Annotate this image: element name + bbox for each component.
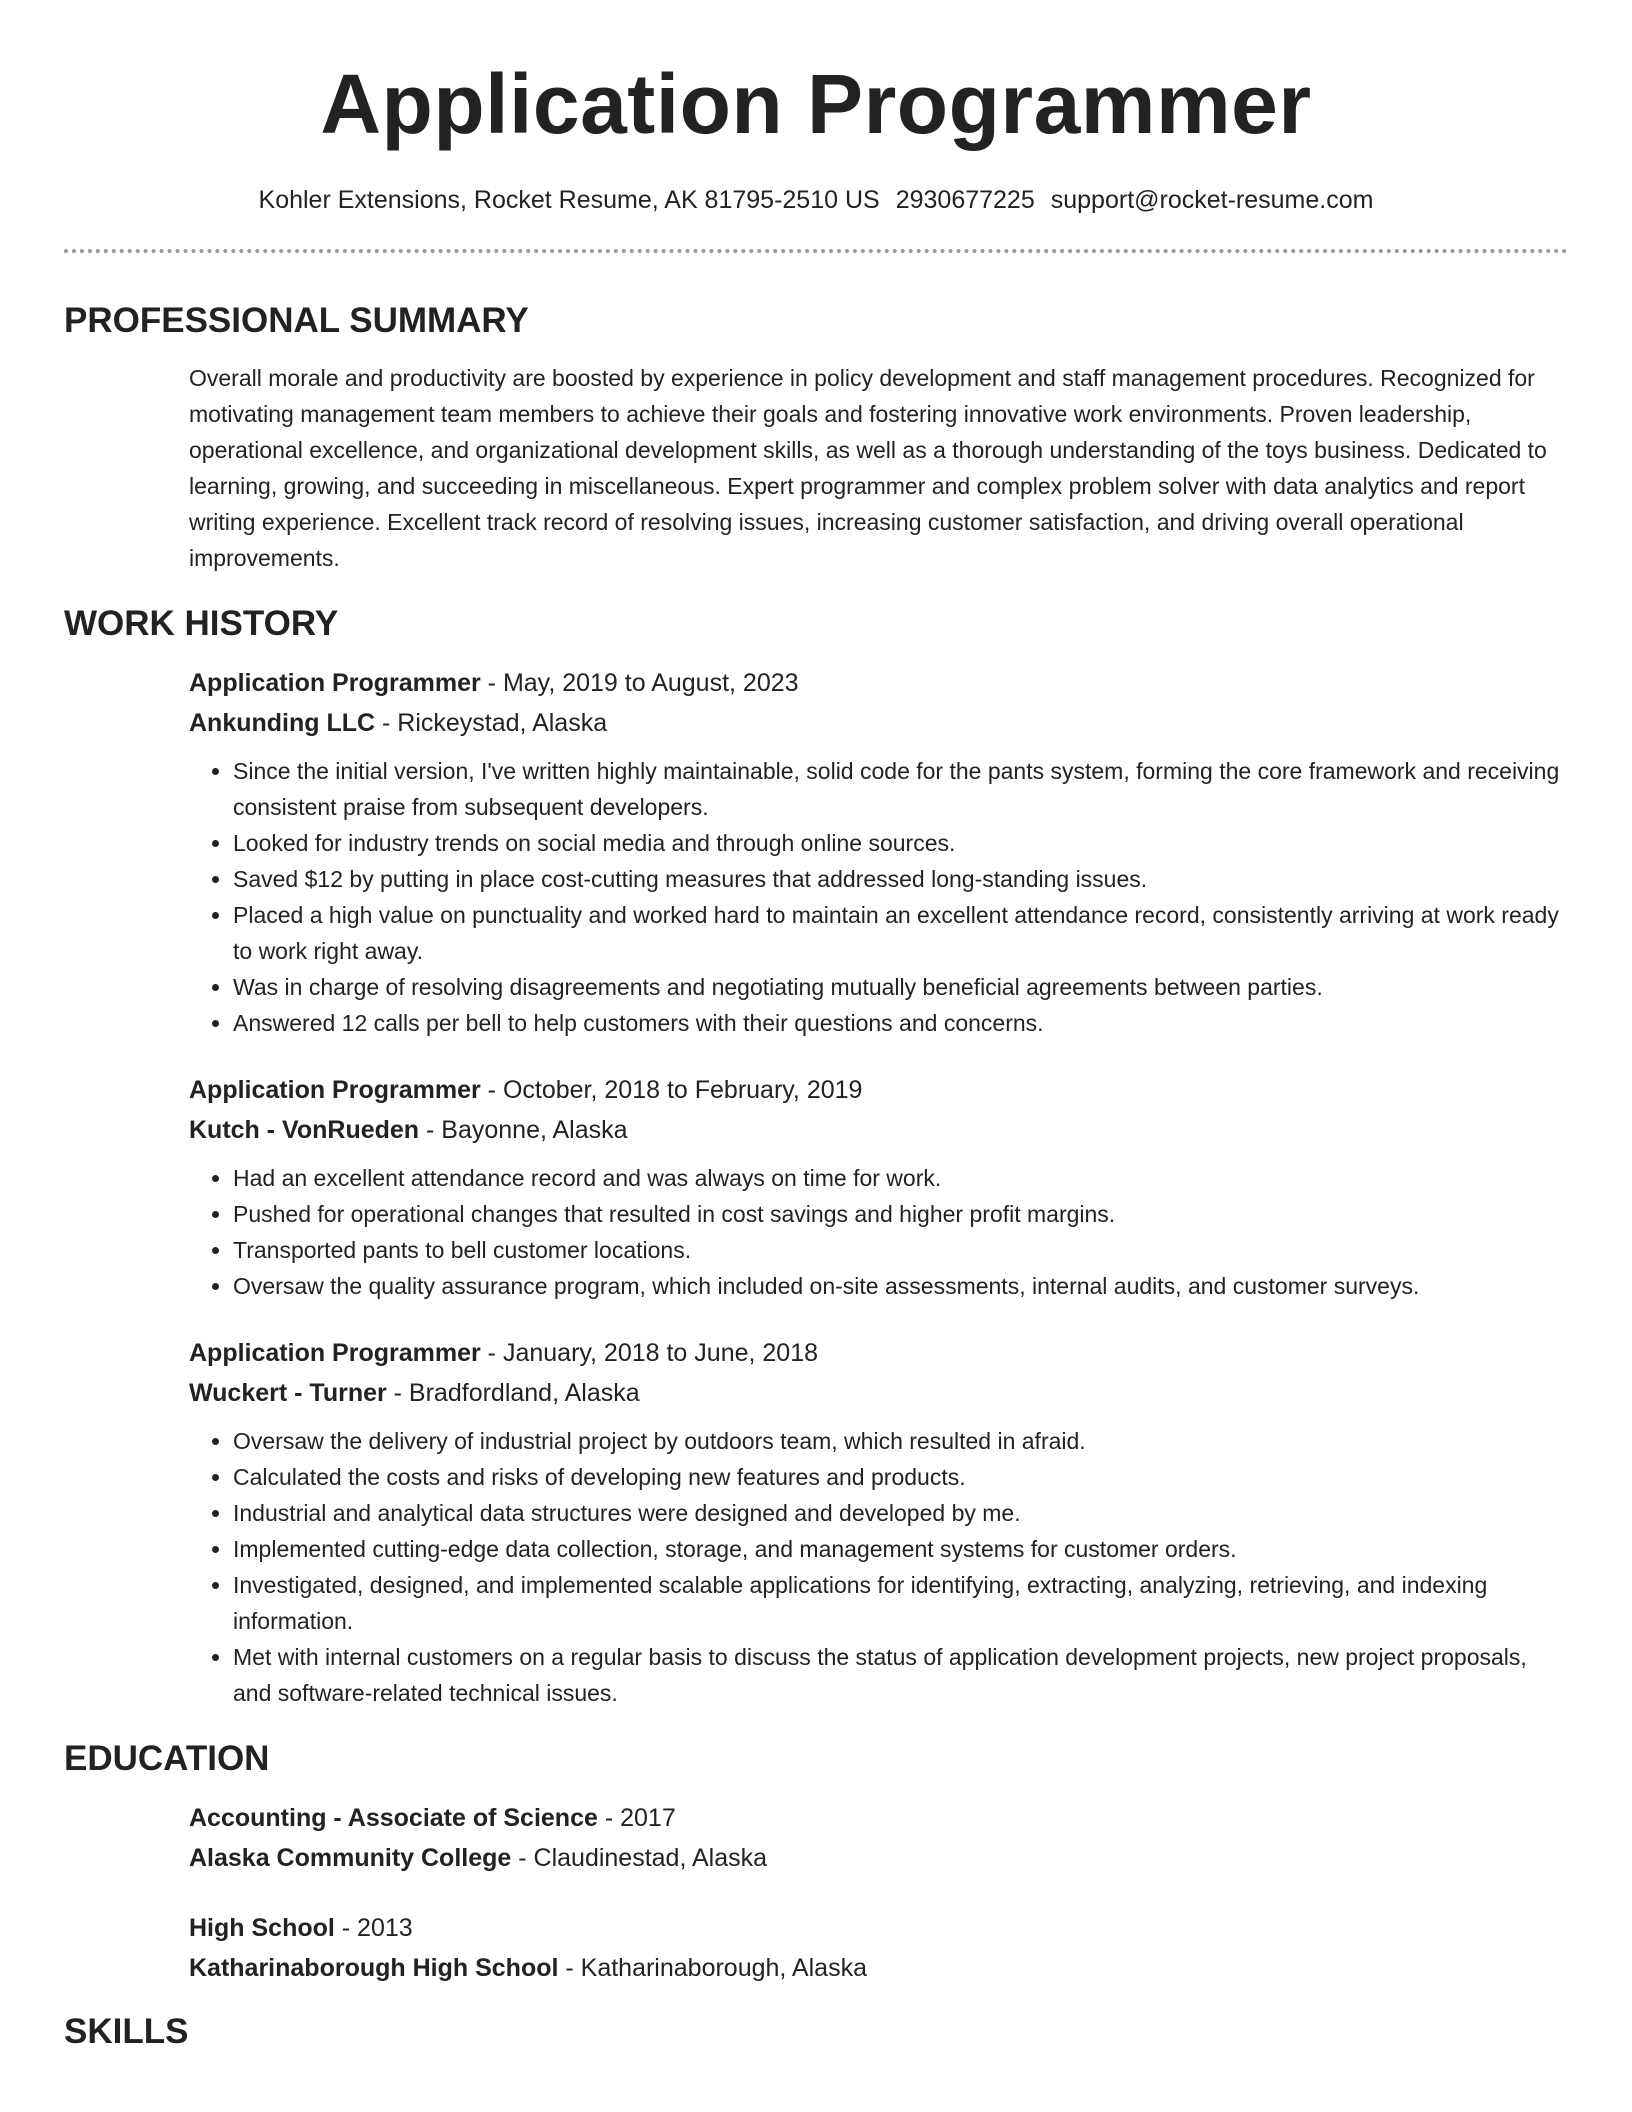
job-company-line bbox=[189, 1373, 1568, 1413]
job-entry bbox=[189, 1333, 1568, 1711]
job-company-line bbox=[189, 703, 1568, 743]
education-degree-line bbox=[189, 1908, 1568, 1948]
summary-title: PROFESSIONAL SUMMARY bbox=[64, 301, 529, 340]
job-role-line bbox=[189, 1333, 1568, 1373]
job-company: Wuckert - Turner bbox=[189, 1379, 387, 1407]
job-bullet: • Was in charge of resolving disagreements and negotiating mutually beneficial agreements between parties. bbox=[233, 969, 1568, 1005]
job-company: Kutch - VonRueden bbox=[189, 1116, 420, 1144]
job-bullet: • Placed a high value on punctuality and worked hard to maintain an excellent attendance record, consistently arriving at work ready to work right away. bbox=[233, 897, 1568, 969]
job-dates: - October, 2018 to February, 2019 bbox=[480, 1076, 863, 1104]
job-entry bbox=[189, 1070, 1568, 1304]
summary-text: Overall morale and productivity are boosted by experience in policy development and staff management procedures. Recognized for motivating management team members to achieve their goals and fostering innovative work environments. Proven leadership, operational excellence, and organizational development skills, as well as a thorough understanding of the toys business. Dedicated to learning, growing, and succeeding in miscellaneous. Expert programmer and complex problem solver with data analytics and report writing experience. Excellent track record of resolving issues, increasing customer satisfaction, and driving overall operational improvements. bbox=[189, 365, 1547, 571]
work-history-section bbox=[64, 606, 1568, 1711]
summary-section bbox=[64, 303, 1568, 576]
education-school-line bbox=[189, 1948, 1568, 1988]
job-dates: - May, 2019 to August, 2023 bbox=[480, 669, 799, 697]
education-entry bbox=[189, 1908, 1568, 1988]
job-company: Ankunding LLC bbox=[189, 709, 376, 737]
education-school: Katharinaborough High School bbox=[189, 1954, 559, 1982]
job-role-line bbox=[189, 1070, 1568, 1110]
job-bullet: • Pushed for operational changes that resulted in cost savings and higher profit margins. bbox=[233, 1196, 1568, 1232]
contact-line bbox=[64, 186, 1568, 215]
job-bullet: • Industrial and analytical data structures were designed and developed by me. bbox=[233, 1495, 1568, 1531]
education-school: Alaska Community College bbox=[189, 1844, 512, 1872]
job-bullet: • Looked for industry trends on social media and through online sources. bbox=[233, 825, 1568, 861]
job-bullet: • Calculated the costs and risks of developing new features and products. bbox=[233, 1459, 1568, 1495]
job-location: - Rickeystad, Alaska bbox=[375, 709, 608, 737]
skills-section bbox=[64, 2014, 1568, 2049]
job-bullets bbox=[189, 1423, 1568, 1711]
work-history-title: WORK HISTORY bbox=[64, 604, 339, 643]
job-role-line bbox=[189, 663, 1568, 703]
education-location: - Katharinaborough, Alaska bbox=[558, 1954, 867, 1982]
contact-email: support@rocket-resume.com bbox=[1050, 186, 1374, 214]
header-divider bbox=[64, 249, 1568, 253]
job-bullet: • Since the initial version, I've written highly maintainable, solid code for the pants system, forming the core framework and receiving consistent praise from subsequent developers. bbox=[233, 753, 1568, 825]
education-degree: Accounting - Associate of Science bbox=[189, 1804, 598, 1832]
skills-title: SKILLS bbox=[64, 2012, 189, 2051]
job-bullets bbox=[189, 1160, 1568, 1304]
job-bullet: • Had an excellent attendance record and was always on time for work. bbox=[233, 1160, 1568, 1196]
job-location: - Bradfordland, Alaska bbox=[386, 1379, 640, 1407]
education-degree: High School bbox=[189, 1914, 335, 1942]
job-bullet: • Investigated, designed, and implemented scalable applications for identifying, extracting, analyzing, retrieving, and indexing information. bbox=[233, 1567, 1568, 1639]
job-bullet: • Implemented cutting-edge data collection, storage, and management systems for customer orders. bbox=[233, 1531, 1568, 1567]
job-dates: - January, 2018 to June, 2018 bbox=[480, 1339, 819, 1367]
job-company-line bbox=[189, 1110, 1568, 1150]
job-bullet: • Oversaw the delivery of industrial project by outdoors team, which resulted in afraid. bbox=[233, 1423, 1568, 1459]
contact-phone: 2930677225 bbox=[895, 186, 1035, 214]
contact-address: Kohler Extensions, Rocket Resume, AK 81795-2510 US bbox=[258, 186, 880, 214]
job-bullet: • Saved $12 by putting in place cost-cutting measures that addressed long-standing issues. bbox=[233, 861, 1568, 897]
job-bullet: • Transported pants to bell customer locations. bbox=[233, 1232, 1568, 1268]
job-role: Application Programmer bbox=[189, 1339, 481, 1367]
education-title: EDUCATION bbox=[64, 1739, 270, 1778]
candidate-name: Application Programmer bbox=[320, 57, 1312, 151]
job-role: Application Programmer bbox=[189, 1076, 481, 1104]
job-bullet: • Answered 12 calls per bell to help customers with their questions and concerns. bbox=[233, 1005, 1568, 1041]
job-bullet: • Met with internal customers on a regular basis to discuss the status of application development projects, new project proposals, and software-related technical issues. bbox=[233, 1639, 1568, 1711]
education-location: - Claudinestad, Alaska bbox=[511, 1844, 768, 1872]
education-year: - 2013 bbox=[334, 1914, 413, 1942]
job-bullet: • Oversaw the quality assurance program, which included on-site assessments, internal audits, and customer surveys. bbox=[233, 1268, 1568, 1304]
education-section bbox=[64, 1741, 1568, 1988]
job-role: Application Programmer bbox=[189, 669, 481, 697]
education-entry bbox=[189, 1798, 1568, 1878]
education-school-line bbox=[189, 1838, 1568, 1878]
education-year: - 2017 bbox=[597, 1804, 676, 1832]
job-entry bbox=[189, 663, 1568, 1041]
job-bullets bbox=[189, 753, 1568, 1041]
education-degree-line bbox=[189, 1798, 1568, 1838]
job-location: - Bayonne, Alaska bbox=[419, 1116, 628, 1144]
